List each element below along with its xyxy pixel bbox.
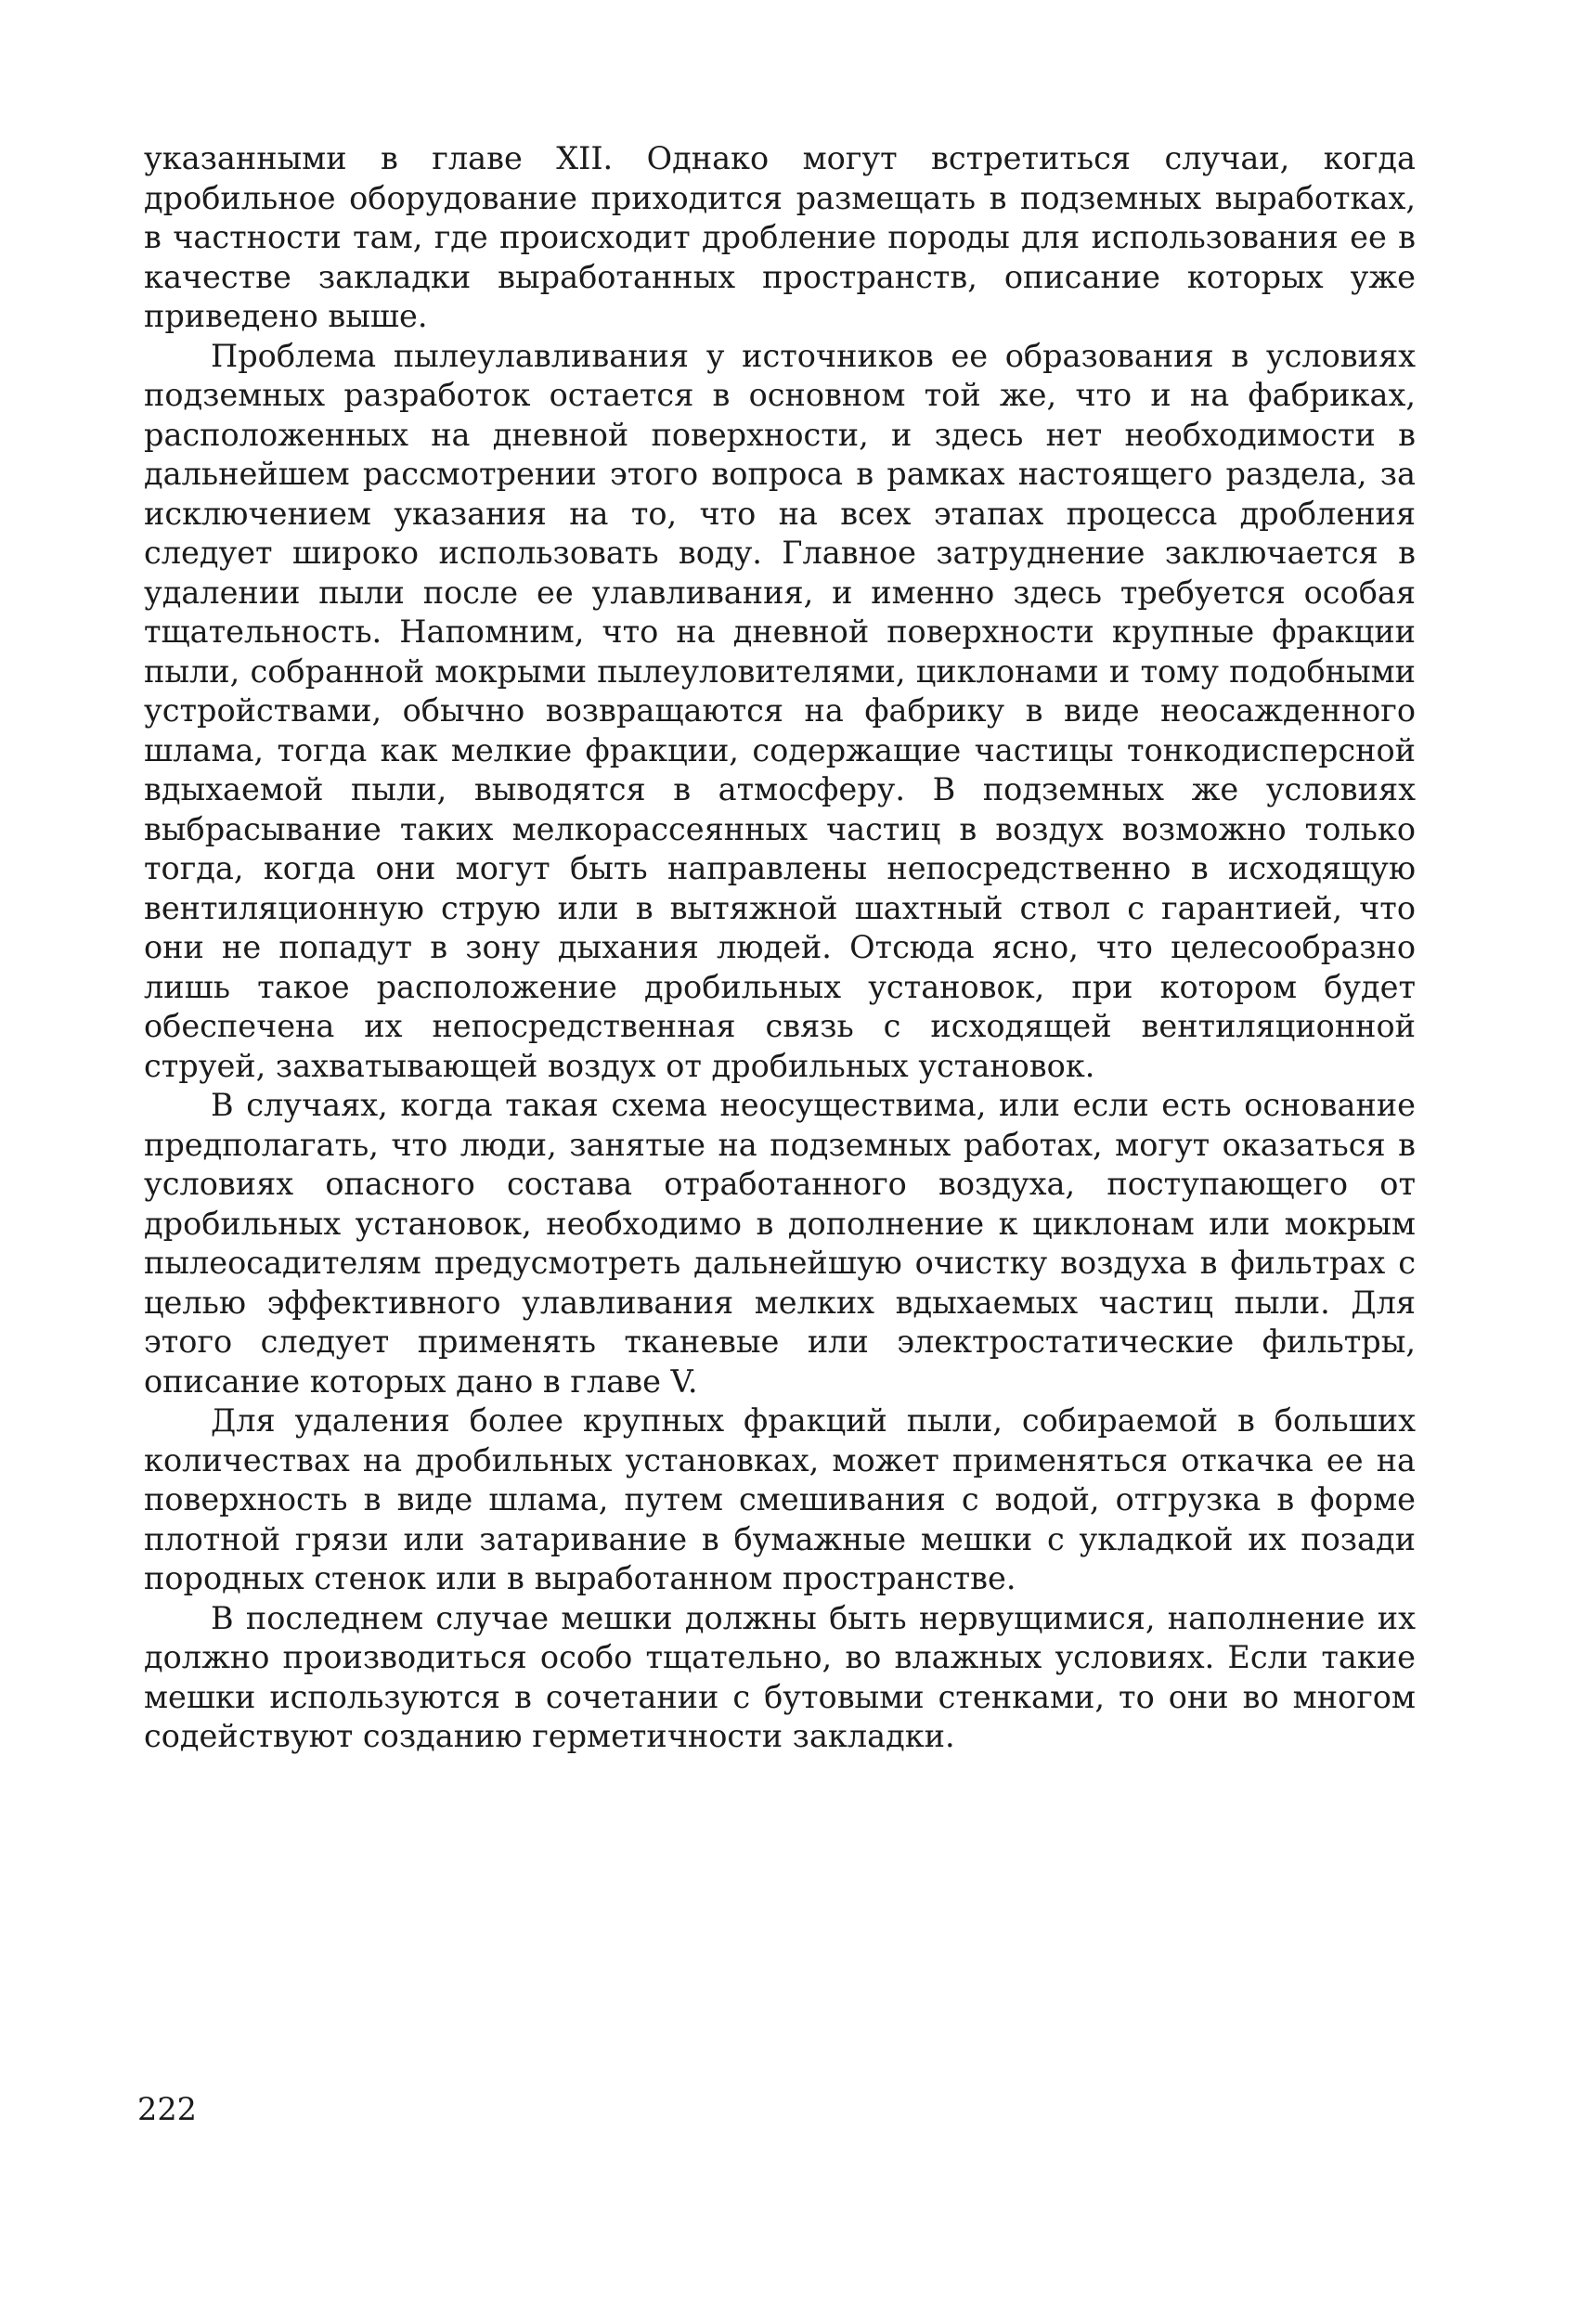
paragraph-filter-cleaning: В случаях, когда такая схема неосуществима, или если есть основание предполагать, что люди, занятые на подземных работах, могут оказаться в условиях опасного состава отработанного воздуха, поступающего от дробильных установок, необходимо в дополнение к циклонам или мокрым пылеосадителям предусмотреть дальнейшую очистку воздуха в фильтрах с целью эффективного улавливания мелких вдыхаемых частиц пыли. Для этого следует применять тканевые или электростатические фильтры, описание которых дано в главе V. [144, 1087, 1416, 1400]
paragraph-coarse-dust-removal: Для удаления более крупных фракций пыли, собираемой в больших количествах на дробильных установках, может применяться откачка ее на поверхность в виде шлама, путем смешивания с водой, отгрузка в форме плотной грязи или затаривание в бумажные мешки с укладкой их позади породных стенок или в выработанном пространстве. [144, 1402, 1416, 1596]
page-body [144, 139, 1416, 1757]
paragraph-continuation: указанными в главе XII. Однако могут встретиться случаи, когда дробильное оборудование приходится размещать в подземных выработках, в частности там, где происходит дробление породы для использования ее в качестве закладки выработанных пространств, описание которых уже приведено выше. [144, 140, 1416, 334]
page-number: 222 [137, 2091, 197, 2127]
paragraph-bags: В последнем случае мешки должны быть нервущимися, наполнение их должно производиться особо тщательно, во влажных условиях. Если такие мешки используются в сочетании с бутовыми стенками, то они во многом содействуют созданию герметичности закладки. [144, 1599, 1416, 1754]
paragraph-dust-collection-problem: Проблема пылеулавливания у источников ее образования в условиях подземных разработок остается в основном той же, что и на фабриках, расположенных на дневной поверхности, и здесь нет необходимости в дальнейшем рассмотрении этого вопроса в рамках настоящего раздела, за исключением указания на то, что на всех этапах процесса дробления следует широко использовать воду. Главное затруднение заключается в удалении пыли после ее улавливания, и именно здесь требуется особая тщательность. Напомним, что на дневной поверхности крупные фракции пыли, собранной мокрыми пылеуловителями, циклонами и тому подобными устройствами, обычно возвращаются на фабрику в виде неосажденного шлама, тогда как мелкие фракции, содержащие частицы тонкодисперсной вдыхаемой пыли, выводятся в атмосферу. В подземных же условиях выбрасывание таких мелкорассеянных частиц в воздух возможно только тогда, когда они могут быть направлены непосредственно в исходящую вентиляционную струю или в вытяжной шахтный ствол с гарантией, что они не попадут в зону дыхания людей. Отсюда ясно, что целесообразно лишь такое расположение дробильных установок, при котором будет обеспечена их непосредственная связь с исходящей вентиляционной струей, захватывающей воздух от дробильных установок. [144, 337, 1416, 1084]
